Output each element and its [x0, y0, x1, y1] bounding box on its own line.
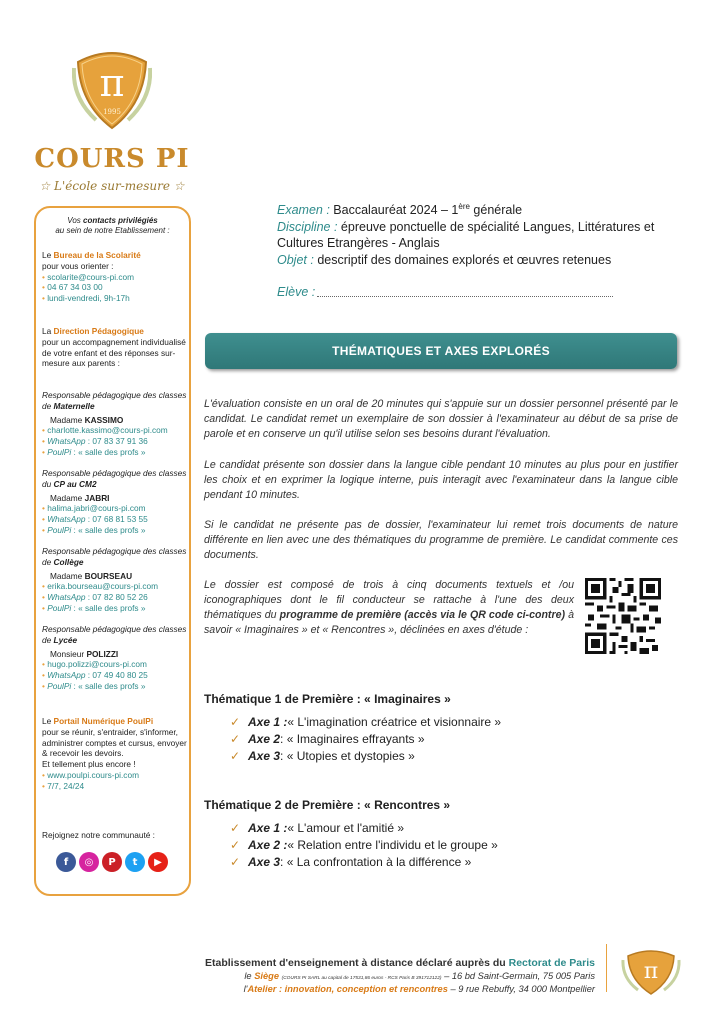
paragraph-2: Le candidat présente son dossier dans la langue cible pendant 10 minutes au plus pour en justifier les choix et en exprimer la logique interne, puis interagit avec l'examinateur dans la langue cible pendant 10 minutes.: [204, 459, 678, 502]
paragraph-1: L'évaluation consiste en un oral de 20 minutes qui s'appuie sur un dossier personnel présenté par le candidat. Le candidat remet un exemplaire de son dossier à l'examinateur au début de sa prise de parole et en conserve un qu'il utilise selon ses besoins durant l'évaluation.: [204, 398, 678, 441]
contacts-sidebar: [34, 206, 191, 896]
theme-2-axes: [230, 820, 498, 871]
scolarite-email-link[interactable]: • scolarite@cours-pi.com: [42, 272, 187, 283]
contact-email-link[interactable]: • halima.jabri@cours-pi.com: [42, 503, 187, 514]
contact-email-link[interactable]: • charlotte.kassimo@cours-pi.com: [42, 425, 187, 436]
list-item: ✓ Axe 2 : « Relation entre l'individu et le groupe »: [230, 837, 498, 854]
footer-logo-icon: [620, 944, 682, 996]
sidebar-intro: Vos contacts privilégiés au sein de notre Etablissement :: [55, 216, 170, 236]
theme-1-title: Thématique 1 de Première : « Imaginaires »: [204, 692, 451, 706]
eleve-label: Elève :: [277, 285, 316, 299]
examen-line: Examen : Baccalauréat 2024 – 1ère générale: [277, 202, 523, 218]
logo-tagline: ☆ L'école sur-mesure ☆: [39, 179, 185, 193]
contact-email-link[interactable]: • erika.bourseau@cours-pi.com: [42, 581, 187, 592]
facebook-icon[interactable]: f: [56, 852, 76, 872]
scolarite-block: Le Bureau de la Scolarité pour vous orienter : • scolarite@cours-pi.com • 04 67 34 03 00 • lundi-vendredi, 9h-17h: [42, 250, 187, 304]
checkmark-icon: ✓: [230, 749, 241, 764]
contact-lycee: Responsable pédagogique des classes de Lycée Monsieur POLIZZI • hugo.polizzi@cours-pi.com • WhatsApp : 07 49 40 80 25 • PoulPi : « salle des profs »: [42, 624, 187, 692]
logo-year: 1995: [103, 108, 121, 116]
exam-header: [277, 202, 677, 268]
checkmark-icon: ✓: [230, 732, 241, 747]
contact-primaire: Responsable pédagogique des classes du CP au CM2 Madame JABRI • halima.jabri@cours-pi.com • WhatsApp : 07 68 81 53 55 • PoulPi : « salle des profs »: [42, 468, 187, 536]
theme-2-title: Thématique 2 de Première : « Rencontres »: [204, 798, 451, 812]
portail-block: Le Portail Numérique PoulPi pour se réunir, s'entraider, s'informer, administrer comptes et cursus, envoyer & recevoir les devoirs. Et tellement plus encore ! • www.poulpi.cours-pi.com • 7/7, 24/24: [42, 716, 187, 791]
paragraph-4: Le dossier est composé de trois à cinq documents textuels et /ou iconographiques dont le fil conducteur se rattache à l'une des deux thématiques du programme de première (accès via le QR code ci-contre) à savoir « Imaginaires » et « Rencontres », déclinées en axes d'étude :: [204, 579, 574, 637]
contact-email-link[interactable]: • hugo.polizzi@cours-pi.com: [42, 659, 187, 670]
checkmark-icon: ✓: [230, 855, 241, 870]
checkmark-icon: ✓: [230, 715, 241, 729]
objet-line: Objet : descriptif des domaines explorés et œuvres retenues: [277, 252, 612, 267]
contact-college: Responsable pédagogique des classes de Collège Madame BOURSEAU • erika.bourseau@cours-pi.com • WhatsApp : 07 82 80 52 26 • PoulPi : « salle des profs »: [42, 546, 187, 614]
svg-text:π: π: [643, 959, 659, 984]
theme-1-axes: [230, 714, 501, 765]
shield-logo-icon: [72, 38, 152, 130]
youtube-icon[interactable]: ▶: [148, 852, 168, 872]
list-item: ✓ Axe 1 : « L'imagination créatrice et visionnaire »: [230, 714, 501, 731]
footer-divider: [606, 944, 607, 992]
poulpi-url-link[interactable]: • www.poulpi.cours-pi.com: [42, 770, 187, 781]
eleve-input-line[interactable]: [317, 296, 613, 297]
contact-maternelle: Responsable pédagogique des classes de Maternelle Madame KASSIMO • charlotte.kassimo@cours-pi.com • WhatsApp : 07 83 37 91 36 • PoulPi : « salle des profs »: [42, 390, 187, 458]
list-item: ✓ Axe 2 : « Imaginaires effrayants »: [230, 731, 501, 748]
qr-code-icon[interactable]: [585, 578, 661, 654]
page-footer: Etablissement d'enseignement à distance déclaré auprès du Rectorat de Paris le Siège (COURS PI SARL au capital de 17531,86 euros - RCS Paris B 391712122) – 16 bd Saint-Germain, 75 005 Paris l'Atelier : innovation, conception et rencontres – 9 rue Rebuffy, 34 000 Montpellier: [205, 957, 595, 994]
twitter-icon[interactable]: t: [125, 852, 145, 872]
section-banner: THÉMATIQUES ET AXES EXPLORÉS: [205, 333, 677, 369]
discipline-line: Discipline : épreuve ponctuelle de spécialité Langues, Littératures et Cultures Etrangères - Anglais: [277, 219, 655, 251]
list-item: ✓ Axe 3 : « Utopies et dystopies »: [230, 748, 501, 765]
paragraph-3: Si le candidat ne présente pas de dossier, l'examinateur lui remet trois documents de nature différente en lien avec une des thématiques du programme de première. Le candidat commente ces documents.: [204, 519, 678, 562]
pinterest-icon[interactable]: P: [102, 852, 122, 872]
checkmark-icon: ✓: [230, 821, 241, 835]
checkmark-icon: ✓: [230, 838, 241, 853]
list-item: ✓ Axe 3 : « La confrontation à la différence »: [230, 854, 498, 871]
pi-symbol: π: [99, 61, 125, 105]
list-item: ✓ Axe 1 : « L'amour et l'amitié »: [230, 820, 498, 837]
scolarite-phone[interactable]: • 04 67 34 03 00: [42, 282, 187, 293]
instagram-icon[interactable]: ◎: [79, 852, 99, 872]
social-links: [56, 852, 168, 872]
scolarite-hours: • lundi-vendredi, 9h-17h: [42, 293, 187, 304]
community-label: Rejoignez notre communauté :: [42, 830, 155, 840]
direction-block: La Direction Pédagogique pour un accompagnement individualisé de votre enfant et des réponses sur-mesure aux parents :: [42, 326, 186, 369]
logo-name: COURS PI: [34, 144, 190, 174]
